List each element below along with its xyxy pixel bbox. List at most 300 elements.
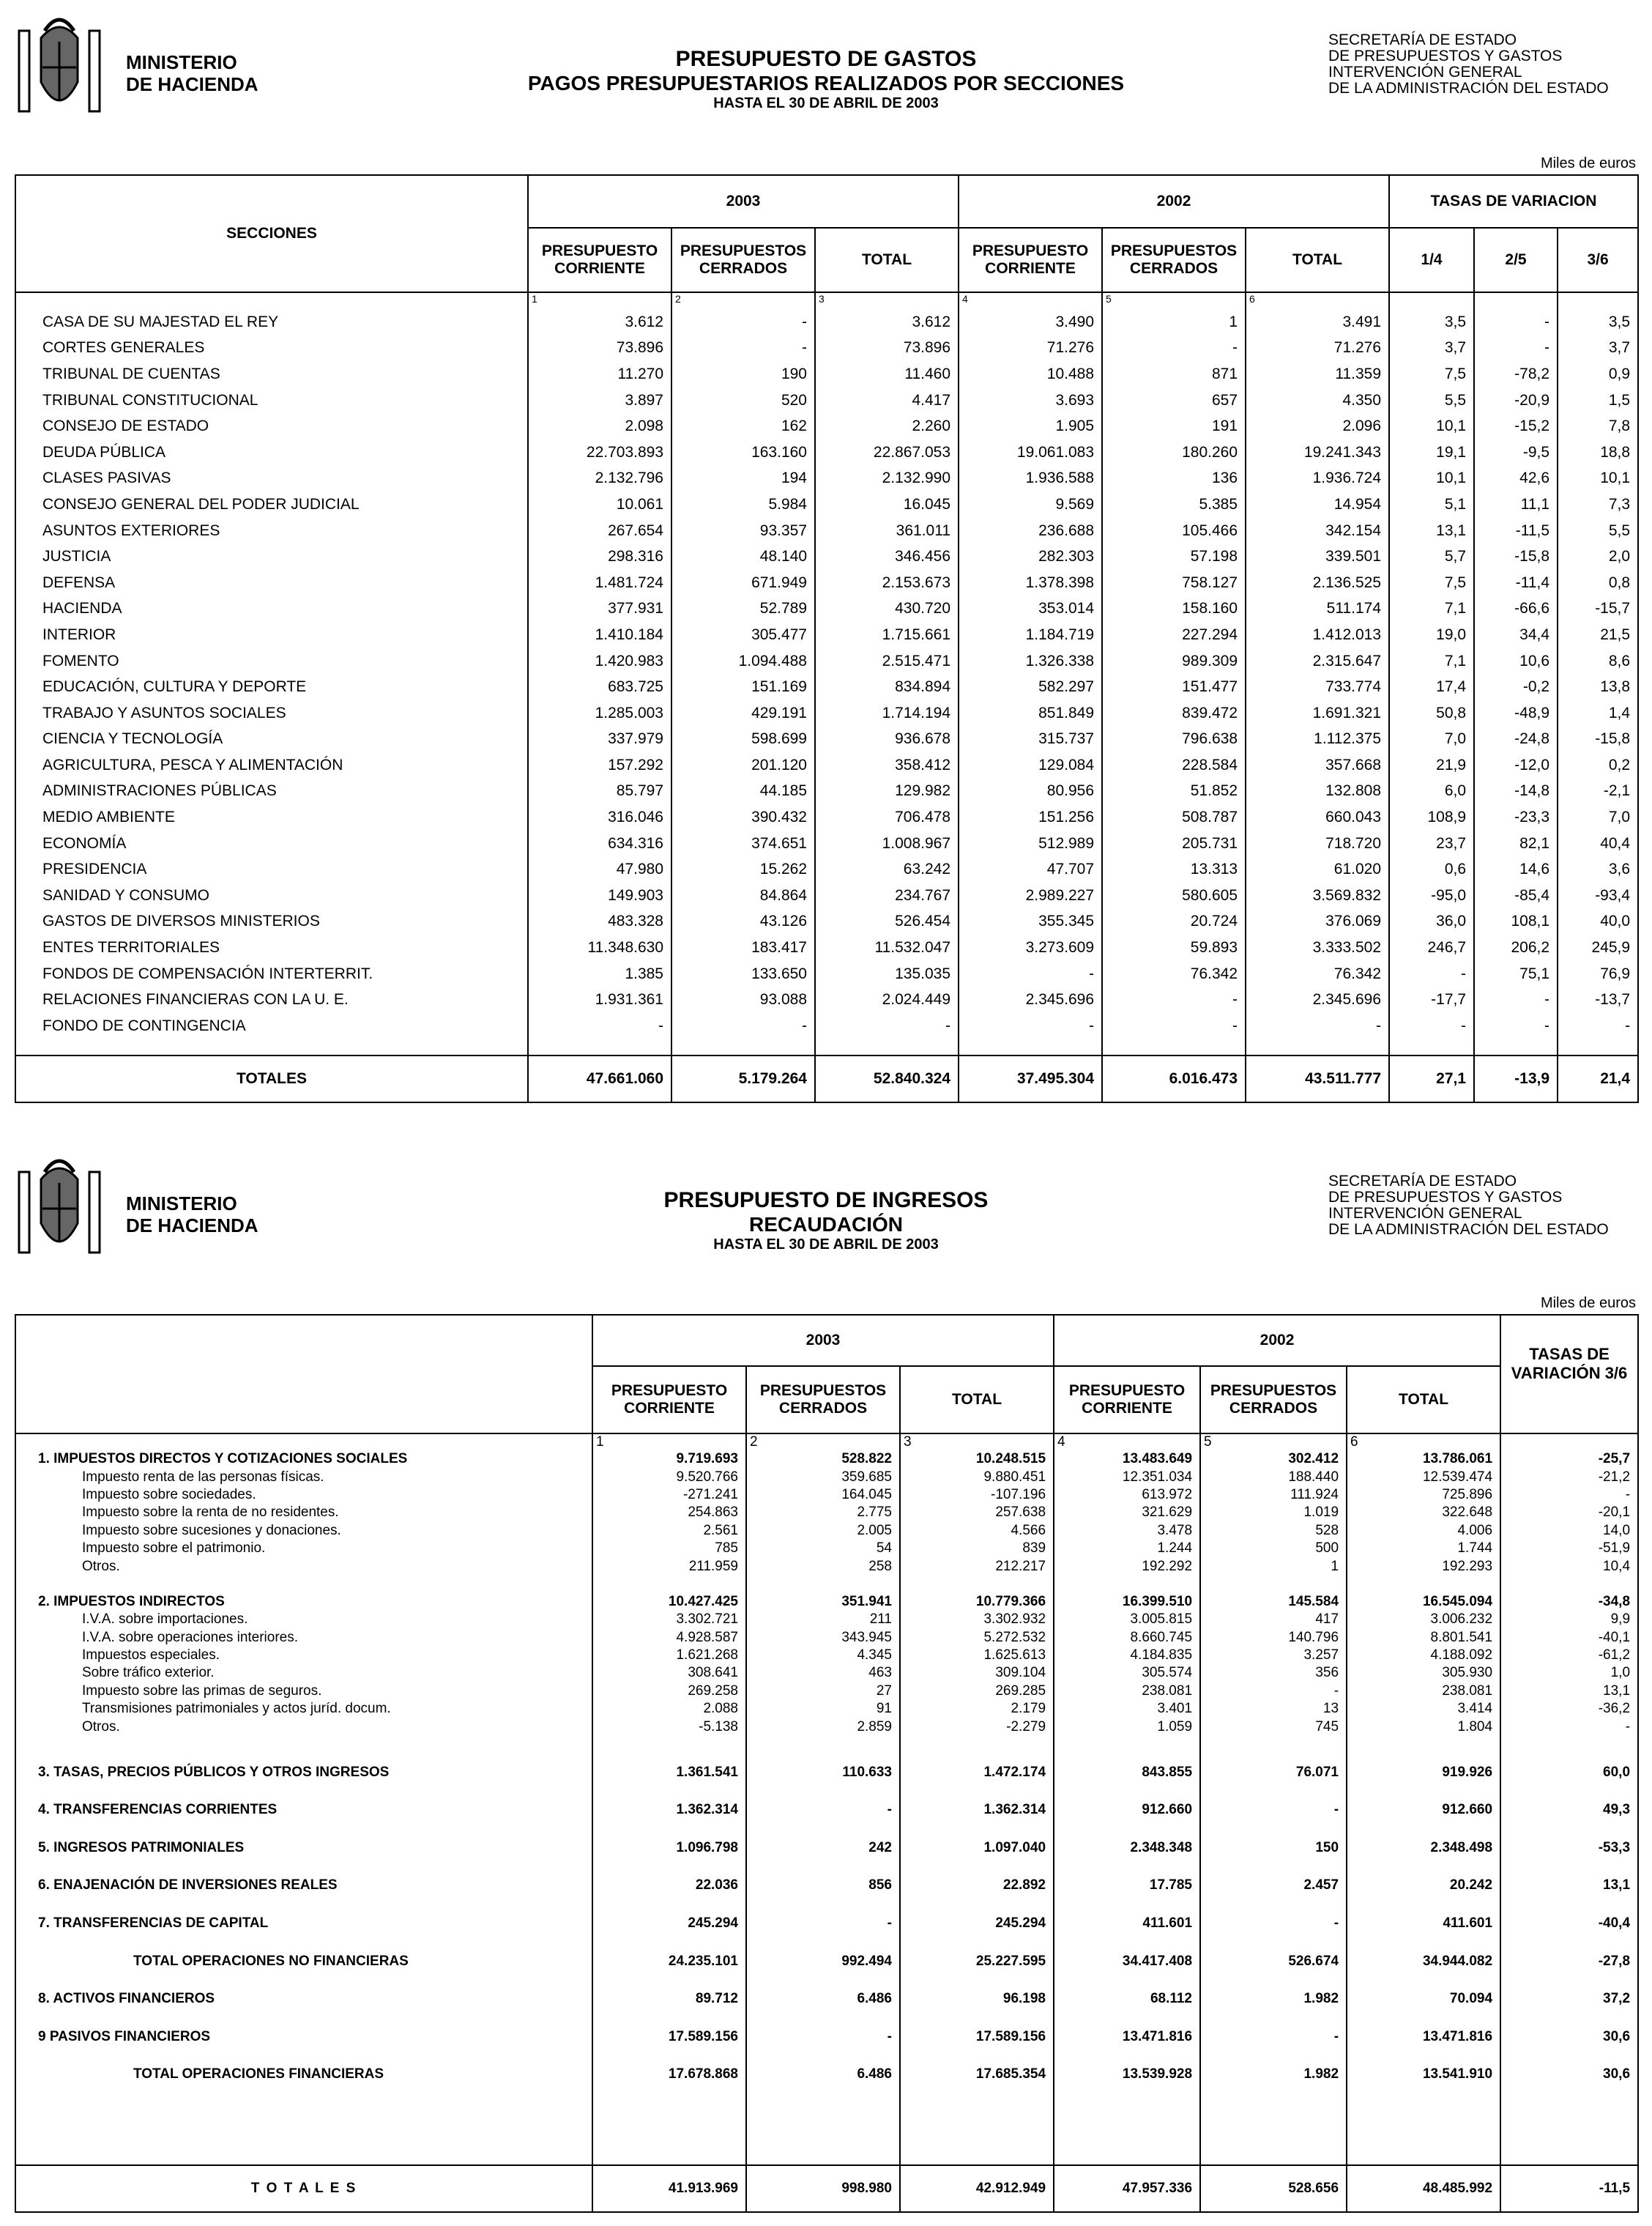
value-cell: 2,0 [1558,543,1638,570]
value-cell: 22.867.053 [815,439,959,466]
value-cell: -271.241 [592,1486,746,1504]
value-cell: 8.660.745 [1054,1629,1200,1647]
blank-cell [592,1736,746,1754]
value-cell: 2.136.525 [1246,570,1389,596]
row-label: EDUCACIÓN, CULTURA Y DEPORTE [42,678,307,696]
page-subtitle: RECAUDACIÓN [749,1213,903,1236]
value-cell: 43.126 [671,909,815,935]
value-cell: -34,8 [1500,1593,1638,1611]
value-cell: 132.808 [1246,779,1389,805]
value-cell: -48,9 [1474,700,1558,727]
value-cell: - [1389,1013,1474,1039]
value-cell: 357.668 [1246,752,1389,779]
table-row [15,1013,1638,1039]
table-row [15,1829,1638,1867]
value-cell: 2.775 [746,1504,900,1521]
value-cell: 254.863 [592,1504,746,1521]
value-cell: 528.822 [746,1450,900,1468]
value-cell: 10,1 [1558,466,1638,492]
value-cell: 706.478 [815,804,959,831]
ingresos-table [15,1314,1639,2213]
blank-cell [592,1576,746,1593]
value-cell: 3.302.932 [900,1611,1054,1628]
value-cell: 919.926 [1347,1754,1500,1792]
value-cell: -61,2 [1500,1647,1638,1664]
value-cell: 2.098 [528,413,671,439]
value-cell: 25.227.595 [900,1943,1054,1981]
table-row [15,961,1638,987]
header-36: 3/6 [1558,228,1638,292]
value-cell: 871 [1102,361,1246,387]
value-cell: 429.191 [671,700,815,727]
value-cell: 1.362.314 [900,1791,1054,1829]
value-cell: 133.650 [671,961,815,987]
value-cell: 796.638 [1102,727,1246,753]
value-cell: 7,5 [1389,570,1474,596]
value-cell: 3.478 [1054,1522,1200,1540]
value-cell: 73.896 [528,335,671,362]
value-cell: -36,2 [1500,1700,1638,1718]
value-cell: 520 [671,387,815,414]
row-label: Impuesto sobre el patrimonio. [82,1540,266,1557]
units-label: Miles de euros [1540,155,1636,171]
value-cell: 4.345 [746,1647,900,1664]
value-cell: 660.043 [1246,804,1389,831]
value-cell: 989.309 [1102,648,1246,675]
value-cell: 257.638 [900,1504,1054,1521]
value-cell: 0,2 [1558,752,1638,779]
value-cell: 10.427.425 [592,1593,746,1611]
row-label: JUSTICIA [42,548,111,565]
table-row [15,1718,1638,1735]
total-value: -13,9 [1474,1056,1558,1102]
value-cell: 71.276 [959,335,1102,362]
spacer-row [15,1576,1638,1593]
value-cell: 309.104 [900,1664,1054,1682]
blank-cell [1347,2093,1500,2165]
blank-cell [815,1039,959,1056]
value-cell: 13,1 [1500,1867,1638,1905]
value-cell: 34,4 [1474,622,1558,648]
table-row [15,987,1638,1013]
value-cell: 1.019 [1200,1504,1347,1521]
table-row [15,596,1638,623]
value-cell: 76.071 [1200,1754,1347,1792]
value-cell: -5.138 [592,1718,746,1735]
value-cell: 2.132.990 [815,466,959,492]
row-label: DEFENSA [42,574,116,591]
total-value: 48.485.992 [1347,2165,1500,2212]
table-row [15,779,1638,805]
row-label: HACIENDA [42,600,122,617]
value-cell: -24,8 [1474,727,1558,753]
value-cell: 9.520.766 [592,1468,746,1485]
value-cell: 34.944.082 [1347,1943,1500,1981]
column-number: 4 [959,292,1102,309]
table-row [15,1700,1638,1718]
value-cell: 657 [1102,387,1246,414]
value-cell: 856 [746,1867,900,1905]
blank-cell [15,1576,592,1593]
blank-cell [15,1433,592,1450]
table-row [15,909,1638,935]
table-row [15,700,1638,727]
column-number: 1 [528,292,671,309]
value-cell: - [1246,1013,1389,1039]
page-title: PRESUPUESTO DE GASTOS [675,47,977,71]
table-row [15,752,1638,779]
row-label: Impuesto sobre sociedades. [82,1486,256,1502]
value-cell: 8.801.541 [1347,1629,1500,1647]
value-cell: - [671,1013,815,1039]
value-cell: 93.088 [671,987,815,1013]
value-cell: 30,6 [1500,2018,1638,2056]
value-cell: 411.601 [1347,1904,1500,1943]
value-cell: -9,5 [1474,439,1558,466]
row-label: FONDO DE CONTINGENCIA [42,1017,246,1034]
value-cell: 158.160 [1102,596,1246,623]
table-row [15,856,1638,883]
value-cell: 992.494 [746,1943,900,1981]
row-label: Impuesto sobre las primas de seguros. [82,1683,322,1699]
table-row [15,1629,1638,1647]
value-cell: 135.035 [815,961,959,987]
row-label: ENTES TERRITORIALES [42,939,220,957]
value-cell: 9,9 [1500,1611,1638,1628]
value-cell: 282.303 [959,543,1102,570]
value-cell: 157.292 [528,752,671,779]
value-cell: 14.954 [1246,491,1389,518]
value-cell: 47.707 [959,856,1102,883]
value-cell: 483.328 [528,909,671,935]
value-cell: 10.488 [959,361,1102,387]
value-cell: 342.154 [1246,518,1389,544]
row-label: Impuesto sobre la renta de no residentes. [82,1505,339,1521]
value-cell: 936.678 [815,727,959,753]
blank-cell [1558,1039,1638,1056]
row-label: CONSEJO DE ESTADO [42,418,209,435]
value-cell: 129.982 [815,779,959,805]
value-cell: 1.936.724 [1246,466,1389,492]
table-row [15,935,1638,961]
table-row [15,361,1638,387]
blank-cell [671,1039,815,1056]
value-cell: 14,0 [1500,1522,1638,1540]
column-number: 5 [1200,1433,1347,1450]
value-cell: -53,3 [1500,1829,1638,1867]
value-cell: 3.612 [528,309,671,335]
header-pc-2002: PRESUPUESTO CORRIENTE [959,228,1102,292]
value-cell: 351.941 [746,1593,900,1611]
value-cell: 308.641 [592,1664,746,1682]
header-tasas: TASAS DE VARIACION [1389,175,1638,228]
value-cell: 4.566 [900,1522,1054,1540]
table-row [15,1791,1638,1829]
value-cell: -95,0 [1389,883,1474,909]
value-cell: -25,7 [1500,1450,1638,1468]
value-cell: 17.589.156 [592,2018,746,2056]
value-cell: 2.345.696 [1246,987,1389,1013]
row-label: INTERIOR [42,626,116,643]
row-label: Impuesto renta de las personas físicas. [82,1469,324,1485]
blank-cell [15,1039,528,1056]
value-cell: 2.515.471 [815,648,959,675]
value-cell: 70.094 [1347,1980,1500,2018]
value-cell: 1 [1102,309,1246,335]
row-label: TRIBUNAL CONSTITUCIONAL [42,391,258,409]
value-cell: 1.361.541 [592,1754,746,1792]
header-year-2003: 2003 [528,175,959,228]
value-cell: 3.414 [1347,1700,1500,1718]
value-cell: 129.084 [959,752,1102,779]
value-cell: 22.703.893 [528,439,671,466]
totals-row [15,1056,1638,1102]
value-cell: 843.855 [1054,1754,1200,1792]
row-label: 7. TRANSFERENCIAS DE CAPITAL [38,1915,269,1932]
value-cell: 13.471.816 [1054,2018,1200,2056]
value-cell: 22.036 [592,1867,746,1905]
value-cell: 192.292 [1054,1557,1200,1575]
row-label: TRIBUNAL DE CUENTAS [42,365,220,382]
row-label: Otros. [82,1558,120,1574]
value-cell: 1,0 [1500,1664,1638,1682]
value-cell: 12.539.474 [1347,1468,1500,1485]
value-cell: 16.545.094 [1347,1593,1500,1611]
value-cell: 49,3 [1500,1791,1638,1829]
blank-cell [592,2093,746,2165]
value-cell: 305.477 [671,622,815,648]
value-cell: 1.326.338 [959,648,1102,675]
value-cell: 5.385 [1102,491,1246,518]
row-label: FONDOS DE COMPENSACIÓN INTERTERRIT. [42,965,373,982]
blank-cell [746,1576,900,1593]
value-cell: 194 [671,466,815,492]
value-cell: -13,7 [1558,987,1638,1013]
table-row [15,466,1638,492]
table-row [15,883,1638,909]
value-cell: - [815,1013,959,1039]
value-cell: 10.061 [528,491,671,518]
value-cell: 1.744 [1347,1540,1500,1557]
value-cell: 4.184.835 [1054,1647,1200,1664]
value-cell: 598.699 [671,727,815,753]
value-cell: -21,2 [1500,1468,1638,1485]
value-cell: 3.490 [959,309,1102,335]
row-label: Otros. [82,1718,120,1735]
blank-cell [528,1039,671,1056]
value-cell: 4.417 [815,387,959,414]
value-cell: 89.712 [592,1980,746,2018]
value-cell: 93.357 [671,518,815,544]
total-value: 528.656 [1200,2165,1347,2212]
value-cell: 37,2 [1500,1980,1638,2018]
secretaria-block: SECRETARÍA DE ESTADO DE PRESUPUESTOS Y GASTOS INTERVENCIÓN GENERAL DE LA ADMINISTRACIÓN DEL ESTADO [1328,31,1609,97]
value-cell: 580.605 [1102,883,1246,909]
value-cell: 417 [1200,1611,1347,1628]
value-cell: 17.685.354 [900,2056,1054,2094]
value-cell: 59.893 [1102,935,1246,961]
value-cell: 1,5 [1558,387,1638,414]
value-cell: 76.342 [1102,961,1246,987]
value-cell: 15.262 [671,856,815,883]
value-cell: 3.006.232 [1347,1611,1500,1628]
value-cell: 136 [1102,466,1246,492]
value-cell: 18,8 [1558,439,1638,466]
blank-cell [1054,1576,1200,1593]
page-date: HASTA EL 30 DE ABRIL DE 2003 [713,1236,939,1253]
table-row [15,413,1638,439]
value-cell: -11,5 [1474,518,1558,544]
blank-cell [900,1736,1054,1754]
value-cell: 1.691.321 [1246,700,1389,727]
value-cell: 5,5 [1558,518,1638,544]
value-cell: 718.720 [1246,831,1389,857]
blank-cell [15,2093,592,2165]
row-label: GASTOS DE DIVERSOS MINISTERIOS [42,913,320,930]
value-cell: 2.315.647 [1246,648,1389,675]
value-cell: - [1200,1904,1347,1943]
value-cell: -14,8 [1474,779,1558,805]
total-value: 52.840.324 [815,1056,959,1102]
value-cell: 1.472.174 [900,1754,1054,1792]
gastos-table [15,174,1639,1103]
value-cell: 1.094.488 [671,648,815,675]
value-cell: 1.410.184 [528,622,671,648]
row-label: I.V.A. sobre operaciones interiores. [82,1629,299,1645]
table-row [15,1611,1638,1628]
value-cell: 411.601 [1054,1904,1200,1943]
blank-cell [15,1736,592,1754]
value-cell: - [671,335,815,362]
value-cell: 316.046 [528,804,671,831]
value-cell: 1.625.613 [900,1647,1054,1664]
value-cell: 13.541.910 [1347,2056,1500,2094]
value-cell: 5,1 [1389,491,1474,518]
value-cell: 3.897 [528,387,671,414]
value-cell: 44.185 [671,779,815,805]
value-cell: 1.059 [1054,1718,1200,1735]
value-cell: - [1200,1791,1347,1829]
value-cell: 511.174 [1246,596,1389,623]
header-pcer-2003: PRESUPUESTOS CERRADOS [671,228,815,292]
spacer-row [15,1039,1638,1056]
page-subtitle: PAGOS PRESUPUESTARIOS REALIZADOS POR SECCIONES [527,72,1125,94]
blank-cell [1200,2093,1347,2165]
value-cell: 85.797 [528,779,671,805]
ministry-name: MINISTERIO DE HACIENDA [126,51,258,95]
table-row [15,622,1638,648]
blank-cell [1246,1039,1389,1056]
blank-cell [746,2093,900,2165]
row-label: Sobre tráfico exterior. [82,1665,215,1681]
table-row [15,1593,1638,1611]
header-year-2002: 2002 [1054,1315,1500,1366]
value-cell: 10.248.515 [900,1450,1054,1468]
value-cell: 0,8 [1558,570,1638,596]
blank-cell [1102,1039,1246,1056]
page-title: PRESUPUESTO DE INGRESOS [663,1188,989,1212]
row-label: TRABAJO Y ASUNTOS SOCIALES [42,704,286,721]
value-cell: 6.486 [746,2056,900,2094]
value-cell: 16.045 [815,491,959,518]
value-cell: 151.256 [959,804,1102,831]
value-cell: -107.196 [900,1486,1054,1504]
total-value: 47.957.336 [1054,2165,1200,2212]
header-pcer-2002: PRESUPUESTOS CERRADOS [1102,228,1246,292]
value-cell: - [1474,335,1558,362]
value-cell: 6,0 [1389,779,1474,805]
header-concepto [15,1315,592,1433]
value-cell: -11,4 [1474,570,1558,596]
blank-cell [1500,1736,1638,1754]
column-number: 5 [1102,292,1246,309]
value-cell: 212.217 [900,1557,1054,1575]
value-cell: -20,9 [1474,387,1558,414]
value-cell: 9.719.693 [592,1450,746,1468]
ministry-name: MINISTERIO DE HACIENDA [126,1192,258,1236]
column-number: 3 [900,1433,1054,1450]
column-number: 4 [1054,1433,1200,1450]
value-cell: 7,8 [1558,413,1638,439]
total-value: 37.495.304 [959,1056,1102,1102]
value-cell: 73.896 [815,335,959,362]
value-cell: -93,4 [1558,883,1638,909]
column-number: 2 [671,292,815,309]
value-cell: 1.285.003 [528,700,671,727]
value-cell: 5,7 [1389,543,1474,570]
value-cell: 13 [1200,1700,1347,1718]
value-cell: 22.892 [900,1867,1054,1905]
value-cell: 733.774 [1246,674,1389,700]
value-cell: 2.024.449 [815,987,959,1013]
row-label: TOTAL OPERACIONES NO FINANCIERAS [133,1953,409,1969]
table-row [15,543,1638,570]
table-row [15,491,1638,518]
value-cell: 302.412 [1200,1450,1347,1468]
value-cell: - [1389,961,1474,987]
value-cell: 3,7 [1389,335,1474,362]
value-cell: 11,1 [1474,491,1558,518]
value-cell: 512.989 [959,831,1102,857]
column-number [1474,292,1558,309]
value-cell: 1.008.967 [815,831,959,857]
value-cell: 1.715.661 [815,622,959,648]
column-number: 2 [746,1433,900,1450]
blank-cell [1389,1039,1474,1056]
row-label: TOTAL OPERACIONES FINANCIERAS [133,2066,384,2082]
blank-cell [1200,1576,1347,1593]
row-label: FOMENTO [42,652,119,669]
value-cell: -17,7 [1389,987,1474,1013]
value-cell: 242 [746,1829,900,1867]
value-cell: 17.589.156 [900,2018,1054,2056]
spacer-row [15,2093,1638,2165]
value-cell: 7,1 [1389,648,1474,675]
value-cell: 57.198 [1102,543,1246,570]
value-cell: 105.466 [1102,518,1246,544]
row-label: 9 PASIVOS FINANCIEROS [38,2028,211,2044]
value-cell: 7,5 [1389,361,1474,387]
value-cell: -15,2 [1474,413,1558,439]
value-cell: 60,0 [1500,1754,1638,1792]
value-cell: - [528,1013,671,1039]
table-row [15,1754,1638,1792]
column-number [1558,292,1638,309]
value-cell: 34.417.408 [1054,1943,1200,1981]
value-cell: 16.399.510 [1054,1593,1200,1611]
value-cell: 6.486 [746,1980,900,2018]
value-cell: 353.014 [959,596,1102,623]
